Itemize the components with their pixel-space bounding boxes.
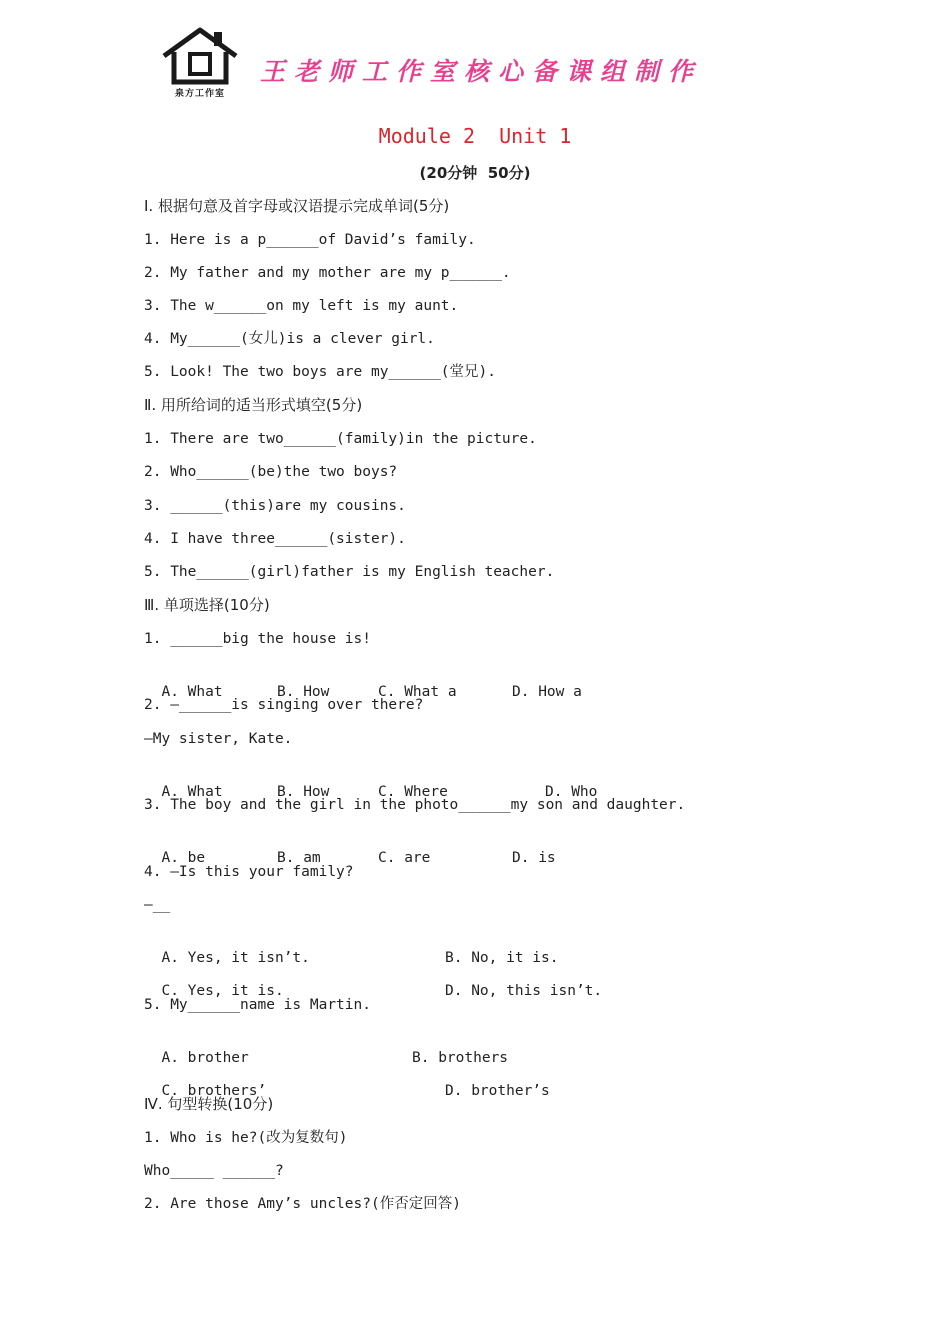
s1-item-3: 3. The w______on my left is my aunt. [144, 298, 459, 314]
s3-q3-stem: 3. The boy and the girl in the photo______my son and daughter. [144, 797, 686, 813]
option-c: C. Where [378, 784, 448, 800]
option-d: D. is [512, 850, 556, 866]
s4-q2-stem: 2. Are those Amy’s uncles?(作否定回答) [144, 1196, 461, 1212]
s2-item-4: 4. I have three______(sister). [144, 531, 406, 547]
option-d: D. No, this isn’t. [445, 983, 603, 999]
option-d: D. Who [545, 784, 598, 800]
s3-q4-reply: —__ [144, 897, 171, 913]
banner-text: 王老师工作室核心备课组制作 [260, 57, 703, 86]
s1-item-4: 4. My______(女儿)is a clever girl. [144, 331, 435, 347]
section-2-heading: Ⅱ. 用所给词的适当形式填空(5分) [144, 396, 363, 414]
option-c: C. Yes, it is. [161, 983, 284, 999]
s3-q5-stem: 5. My______name is Martin. [144, 997, 371, 1013]
logo-caption: 泉方工作室 [174, 89, 225, 99]
option-a: A. brother [161, 1050, 249, 1066]
option-b: B. How [277, 684, 330, 700]
option-b: B. am [277, 850, 321, 866]
option-a: A. be [161, 850, 206, 866]
option-a: A. What [161, 684, 223, 700]
s4-q1-stem: 1. Who is he?(改为复数句) [144, 1130, 348, 1146]
option-b: B. How [277, 784, 330, 800]
section-1-heading: Ⅰ. 根据句意及首字母或汉语提示完成单词(5分) [144, 197, 450, 215]
s3-q4-stem: 4. —Is this your family? [144, 864, 354, 880]
s3-q2-stem: 2. —______is singing over there? [144, 697, 424, 713]
option-a: A. Yes, it isn’t. [161, 950, 310, 966]
s2-item-1: 1. There are two______(family)in the picture. [144, 431, 537, 447]
option-b: B. brothers [412, 1050, 509, 1066]
option-c: C. are [378, 850, 431, 866]
option-a: A. What [161, 784, 223, 800]
option-c: C. What a [378, 684, 457, 700]
s3-q1-stem: 1. ______big the house is! [144, 631, 371, 647]
s2-item-2: 2. Who______(be)the two boys? [144, 464, 398, 480]
s1-item-1: 1. Here is a p______of David’s family. [144, 232, 476, 248]
page-title: Module 2 Unit 1 [378, 124, 572, 148]
s3-q2-reply: —My sister, Kate. [144, 731, 293, 747]
s1-item-2: 2. My father and my mother are my p______. [144, 265, 511, 281]
s2-item-5: 5. The______(girl)father is my English teacher. [144, 564, 555, 580]
time-score-note: (20分钟 50分) [419, 164, 531, 182]
option-c: C. brothers’ [161, 1083, 267, 1099]
option-d: D. brother’s [445, 1083, 550, 1099]
option-b: B. No, it is. [445, 950, 559, 966]
section-3-heading: Ⅲ. 单项选择(10分) [144, 596, 270, 614]
s2-item-3: 3. ______(this)are my cousins. [144, 498, 406, 514]
page-header [158, 24, 798, 104]
s1-item-5: 5. Look! The two boys are my______(堂兄). [144, 364, 497, 380]
section-4-heading: Ⅳ. 句型转换(10分) [144, 1095, 274, 1113]
s4-q1-answer: Who_____ ______? [144, 1163, 284, 1179]
option-d: D. How a [512, 684, 582, 700]
